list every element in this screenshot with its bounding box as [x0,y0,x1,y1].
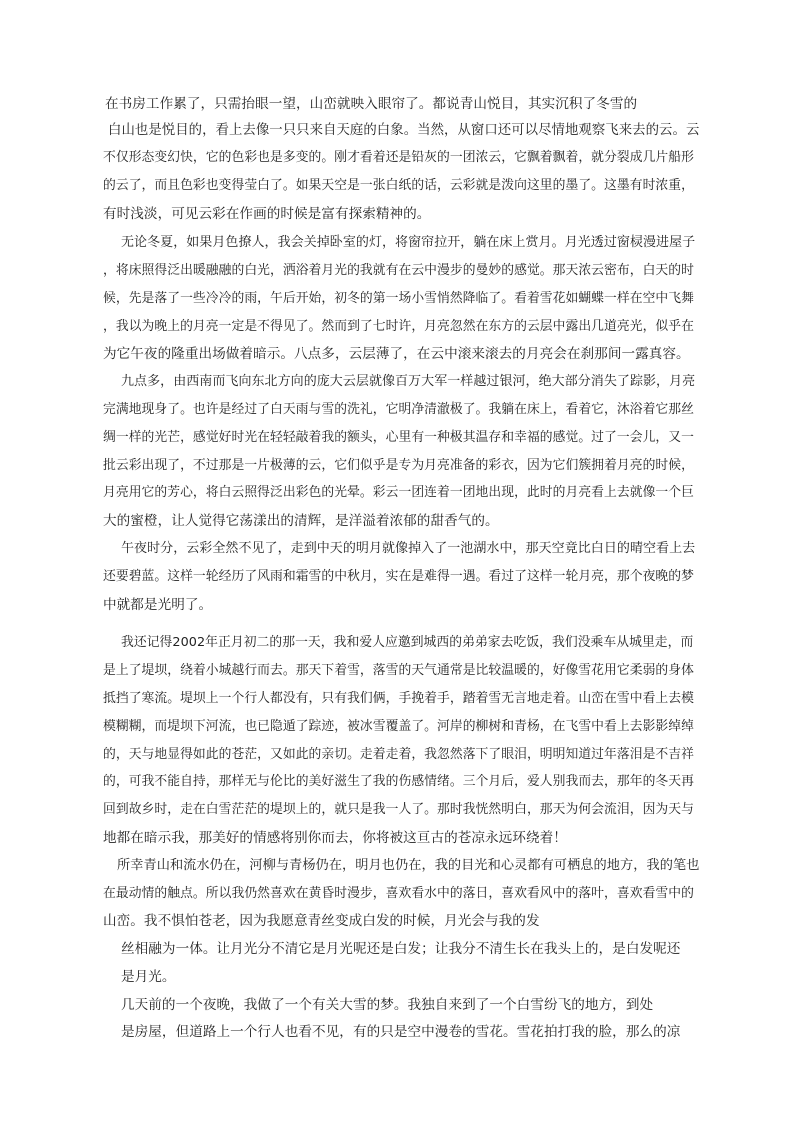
text-line: 是月光。 [121,969,176,985]
text-line: 绸一样的光芒，感觉好时光在轻轻敲着我的额头，心里有一种极其温存和幸福的感觉。过了一会儿，又一 [103,430,694,445]
text-line: 午夜时分，云彩全然不见了，走到中天的明月就像掉入了一池湖水中，那天空竟比白日的晴空看上去 [121,541,696,556]
text-line: 在书房工作累了，只需抬眼一望，山峦就映入眼帘了。都说青山悦目，其实沉积了冬雪的 [105,96,638,112]
text-line: 有时浅淡，可见云彩在作画的时候是富有探索精神的。 [103,206,431,222]
text-line: ，我以为晚上的月亮一定是不得见了。然而到了七时许，月亮忽然在东方的云层中露出几道亮光，似乎在 [103,319,694,334]
text-line: 九点多，由西南而飞向东北方向的庞大云层就像百万大军一样越过银河，绝大部分消失了踪影，月亮 [121,374,696,389]
text-line: 山峦。我不惧怕苍老，因为我愿意青丝变成白发的时候，月光会与我的发 [103,913,540,929]
text-line: 抵挡了寒流。堤坝上一个行人都没有，只有我们俩，手挽着手，踏着雪无言地走着。山峦在雪中看上去模 [103,691,694,706]
text-line: 是上了堤坝，绕着小城越行而去。那天下着雪，落雪的天气通常是比较温暖的，好像雪花用它柔弱的身体 [103,663,694,678]
text-line: 白山也是悦目的，看上去像一只只来自天庭的白象。当然，从窗口还可以尽情地观察飞来去的云。云 [108,123,700,138]
text-line: 丝相融为一体。让月光分不清它是月光呢还是白发；让我分不清生长在我头上的，是白发呢还 [121,941,681,957]
text-line: 大的蜜橙，让人觉得它荡漾出的清辉，是洋溢着浓郁的甜香气的。 [103,513,499,529]
text-line: 月亮用它的芳心，将白云照得泛出彩色的光晕。彩云一团连着一团地出现，此时的月亮看上去就像一个巨 [103,485,694,500]
text-line: 回到故乡时，走在白雪茫茫的堤坝上的，就只是我一人了。那时我恍然明白，那天为何会流泪，因为天与 [103,802,694,817]
text-line: 模糊糊，而堤坝下河流，也已隐遁了踪迹，被冰雪覆盖了。河岸的柳树和青杨，在飞雪中看上去影影绰绰 [103,719,694,734]
text-line: 中就都是光明了。 [103,597,213,613]
text-line: 无论冬夏，如果月色撩人，我会关掉卧室的灯，将窗帘拉开，躺在床上赏月。月光透过窗棂漫进屋子 [121,235,696,250]
text-line: 是房屋，但道路上一个行人也看不见，有的只是空中漫卷的雪花。雪花拍打我的脸，那么的凉 [121,1024,681,1040]
text-line: ，将床照得泛出暖融融的白光，洒浴着月光的我就有在云中漫步的曼妙的感觉。那天浓云密布，白天的时 [103,263,694,278]
text-line: 的云了，而且色彩也变得莹白了。如果天空是一张白纸的话，云彩就是泼向这里的墨了。这墨有时浓重， [103,178,694,193]
text-line: 几天前的一个夜晚，我做了一个有关大雪的梦。我独自来到了一个白雪纷飞的地方，到处 [121,997,654,1013]
text-line: 我还记得2002年正月初二的那一天，我和爱人应邀到城西的弟弟家去吃饭，我们没乘车从城里走，而 [121,635,694,650]
text-line: 在最动情的触点。所以我仍然喜欢在黄昏时漫步，喜欢看水中的落日，喜欢看风中的落叶，喜欢看雪中的 [103,886,694,901]
text-line: 批云彩出现了，不过那是一片极薄的云，它们似乎是专为月亮准备的彩衣，因为它们簇拥着月亮的时候， [103,458,694,473]
text-line: 不仅形态变幻快，它的色彩也是多变的。刚才看着还是铅灰的一团浓云，它飘着飘着，就分裂成几片船形 [103,150,694,165]
text-line: 的，天与地显得如此的苍茫，又如此的亲切。走着走着，我忽然落下了眼泪，明明知道过年落泪是不吉祥 [103,747,694,762]
text-line: 为它午夜的隆重出场做着暗示。八点多，云层薄了，在云中滚来滚去的月亮会在刹那间一露真容。 [103,346,690,362]
text-line: 候，先是落了一些冷冷的雨，午后开始，初冬的第一场小雪悄然降临了。看着雪花如蝴蝶一样在空中飞舞 [103,291,694,306]
text-line: 的，可我不能自持，那样无与伦比的美好滋生了我的伤感情绪。三个月后，爱人别我而去，那年的冬天再 [103,774,694,789]
text-line: 还要碧蓝。这样一轮经历了风雨和霜雪的中秋月，实在是难得一遇。看过了这样一轮月亮，那个夜晚的梦 [103,569,694,584]
text-line: 完满地现身了。也许是经过了白天雨与雪的洗礼，它明净清澈极了。我躺在床上，看着它，沐浴着它那丝 [103,402,694,417]
text-line: 所幸青山和流水仍在，河柳与青杨仍在，明月也仍在，我的目光和心灵都有可栖息的地方，我的笔也 [117,858,700,873]
text-line: 地都在暗示我，那美好的情感将别你而去，你将被这亘古的苍凉永远环绕着！ [103,830,567,846]
